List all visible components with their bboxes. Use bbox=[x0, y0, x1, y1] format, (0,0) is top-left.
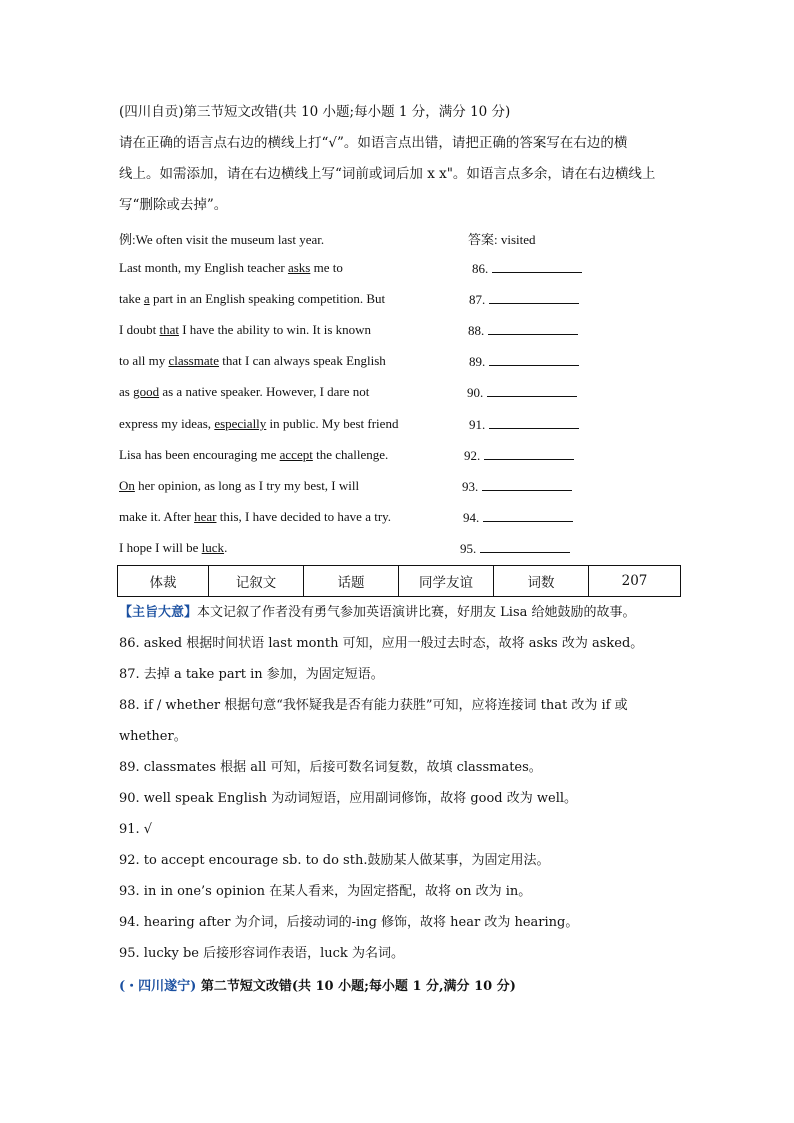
wordcount-label: 词数 bbox=[494, 566, 589, 597]
instruction-line-2: 线上。如需添加，请在右边横线上写“词前或词后加 x x"。如语言点多余，请在右边横线上 bbox=[119, 166, 656, 182]
error-word: classmate bbox=[168, 353, 220, 368]
answer-blank[interactable] bbox=[489, 291, 579, 304]
answer-blank[interactable] bbox=[488, 322, 578, 335]
item-number: 90. bbox=[467, 385, 484, 400]
explanation-86: 86. asked 根据时间状语 last month 可知，应用一般过去时态，故将 asks 改为 asked。 bbox=[119, 636, 644, 651]
item-number: 92. bbox=[464, 448, 481, 463]
summary-text: 本文记叙了作者没有勇气参加英语演讲比赛，好朋友 Lisa 给她鼓励的故事。 bbox=[197, 605, 636, 620]
genre-value: 记叙文 bbox=[209, 566, 304, 597]
topic-value: 同学友谊 bbox=[399, 566, 494, 597]
next-section-title: 第二节短文改错(共 10 小题;每小题 1 分,满分 10 分) bbox=[196, 979, 516, 994]
passage-line: make it. After hear this, I have decided to have a try. 94. bbox=[119, 509, 599, 529]
passage-line: express my ideas, especially in public. My best friend 91. bbox=[119, 416, 599, 436]
explanation-89: 89. classmates 根据 all 可知，后接可数名词复数，故填 classmates。 bbox=[119, 760, 542, 775]
wordcount-value: 207 bbox=[589, 566, 681, 597]
error-word: On bbox=[119, 478, 135, 493]
passage-line: Last month, my English teacher asks me to 86. bbox=[119, 260, 599, 280]
summary-label: 【主旨大意】 bbox=[119, 605, 198, 620]
topic-label: 话题 bbox=[304, 566, 399, 597]
error-word: that bbox=[159, 322, 179, 337]
passage-line: Lisa has been encouraging me accept the challenge. 92. bbox=[119, 447, 599, 467]
example-answer: 答案: visited bbox=[468, 232, 536, 247]
example-text: 例:We often visit the museum last year. bbox=[119, 232, 325, 247]
instruction-line-3: 写“删除或去掉”。 bbox=[119, 197, 228, 213]
explanation-88-cont: whether。 bbox=[119, 729, 187, 744]
explanation-95: 95. lucky be 后接形容词作表语，luck 为名词。 bbox=[119, 946, 404, 961]
item-number: 95. bbox=[460, 541, 477, 556]
explanation-93: 93. in in one’s opinion 在某人看来，为固定搭配，故将 on 改为 in。 bbox=[119, 884, 532, 899]
answer-blank[interactable] bbox=[489, 353, 579, 366]
item-number: 88. bbox=[468, 323, 485, 338]
item-number: 94. bbox=[463, 510, 480, 525]
answer-blank[interactable] bbox=[484, 447, 574, 460]
error-word: especially bbox=[214, 416, 267, 431]
answer-blank[interactable] bbox=[480, 540, 570, 553]
passage-line: take a part in an English speaking competition. But 87. bbox=[119, 291, 599, 311]
next-section-source: (・四川遂宁) bbox=[119, 979, 197, 994]
error-word: a bbox=[143, 291, 150, 306]
answer-blank[interactable] bbox=[482, 478, 572, 491]
explanation-91: 91. √ bbox=[119, 822, 153, 837]
summary bbox=[119, 604, 636, 622]
answer-blank[interactable] bbox=[489, 416, 579, 429]
item-number: 93. bbox=[462, 479, 479, 494]
item-number: 87. bbox=[469, 292, 486, 307]
genre-label: 体裁 bbox=[118, 566, 209, 597]
error-word: good bbox=[133, 384, 160, 399]
example-row bbox=[119, 229, 599, 249]
section-heading: (四川自贡)第三节短文改错(共 10 小题;每小题 1 分，满分 10 分) bbox=[119, 104, 511, 120]
explanation-90: 90. well speak English 为动词短语，应用副词修饰，故将 good 改为 well。 bbox=[119, 791, 578, 806]
item-number: 89. bbox=[469, 354, 486, 369]
passage-line: I hope I will be luck. 95. bbox=[119, 540, 599, 560]
explanation-87: 87. 去掉 a take part in 参加，为固定短语。 bbox=[119, 667, 384, 682]
item-number: 91. bbox=[469, 417, 486, 432]
error-word: hear bbox=[194, 509, 217, 524]
instruction-line-1: 请在正确的语言点右边的横线上打“√”。如语言点出错，请把正确的答案写在右边的横 bbox=[119, 135, 628, 151]
error-word: luck bbox=[201, 540, 225, 555]
explanation-88: 88. if / whether 根据句意“我怀疑我是否有能力获胜”可知，应将连接词 that 改为 if 或 bbox=[119, 698, 628, 713]
answer-blank[interactable] bbox=[487, 384, 577, 397]
passage-line: as good as a native speaker. However, I dare not 90. bbox=[119, 384, 599, 404]
passage-line: On her opinion, as long as I try my best, I will 93. bbox=[119, 478, 599, 498]
passage-line: to all my classmate that I can always speak English 89. bbox=[119, 353, 599, 373]
answer-blank[interactable] bbox=[492, 260, 582, 273]
next-section-heading bbox=[119, 978, 516, 996]
passage-line: I doubt that I have the ability to win. It is known 88. bbox=[119, 322, 599, 342]
error-word: accept bbox=[279, 447, 313, 462]
item-number: 86. bbox=[472, 261, 489, 276]
answer-blank[interactable] bbox=[483, 509, 573, 522]
explanation-92: 92. to accept encourage sb. to do sth.鼓励某人做某事，为固定用法。 bbox=[119, 853, 550, 868]
info-table bbox=[117, 565, 681, 597]
explanation-94: 94. hearing after 为介词，后接动词的-ing 修饰，故将 hear 改为 hearing。 bbox=[119, 915, 579, 930]
error-word: asks bbox=[287, 260, 311, 275]
